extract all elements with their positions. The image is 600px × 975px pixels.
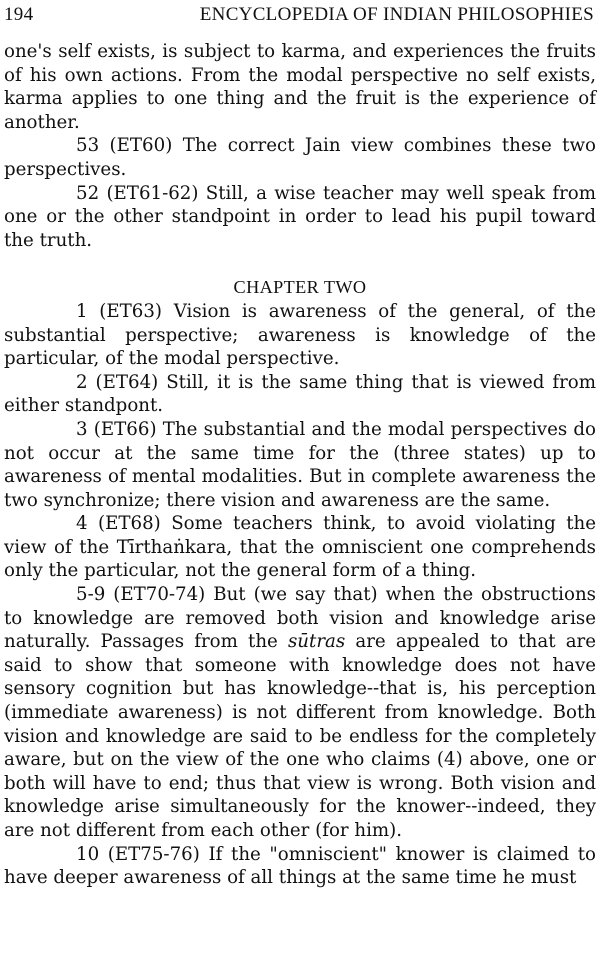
paragraph: 52 (ET61-62) Still, a wise teacher may well speak from one or the other standpoint in order to lead his pupil toward the truth. (4, 182, 596, 251)
paragraph: 1 (ET63) Vision is awareness of the general, of the substantial perspective; awareness is knowledge of the particular, of the modal perspective. (4, 300, 596, 370)
paragraph: one's self exists, is subject to karma, and experiences the fruits of his own actions. From the modal perspective no self exists, karma applies to one thing and the fruit is the experience of another. (4, 41, 596, 133)
paragraph: 53 (ET60) The correct Jain view combines these two perspectives. (4, 135, 596, 180)
paragraph: 2 (ET64) Still, it is the same thing that is viewed from either standpont. (4, 371, 596, 417)
page-number: 194 (4, 4, 34, 25)
italic-term: sūtras (287, 631, 346, 653)
page-header (4, 4, 596, 34)
paragraph-text-end: are appealed to that are said to show that someone with knowledge does not have sensory cognition but has knowledge--that is, his perception (immediate awareness) is not different from knowledge. Both vision and knowledge are said to be endless for the completely aware, but on the view of the one who claims (4) above, one or both will have to end; thus that view is wrong. Both vision and knowledge arise simultaneously for the knower--indeed, they are not different from each other (for him). (4, 631, 597, 841)
paragraph-text-start: 5-9 (ET70-74) But (we say that) when the obstructions to knowledge are removed both vision and knowledge arise naturally. Passages from the (4, 584, 596, 653)
chapter-heading: CHAPTER TWO (233, 277, 367, 298)
section-gap (4, 252, 596, 276)
paragraph (4, 583, 596, 843)
running-head: ENCYCLOPEDIA OF INDIAN PHILOSOPHIES (199, 4, 594, 25)
paragraph: 3 (ET66) The substantial and the modal perspectives do not occur at the same time for the (three states) up to awareness of mental modalities. But in complete awareness the two synchronize; there vision and awareness are the same. (4, 418, 596, 511)
paragraph: 10 (ET75-76) If the "omniscient" knower is claimed to have deeper awareness of all things at the same time he must (4, 843, 596, 889)
body-text (4, 40, 596, 890)
paragraph: 4 (ET68) Some teachers think, to avoid violating the view of the Tīrthaṅkara, that the omniscient one comprehends only the particular, not the general form of a thing. (4, 513, 596, 582)
